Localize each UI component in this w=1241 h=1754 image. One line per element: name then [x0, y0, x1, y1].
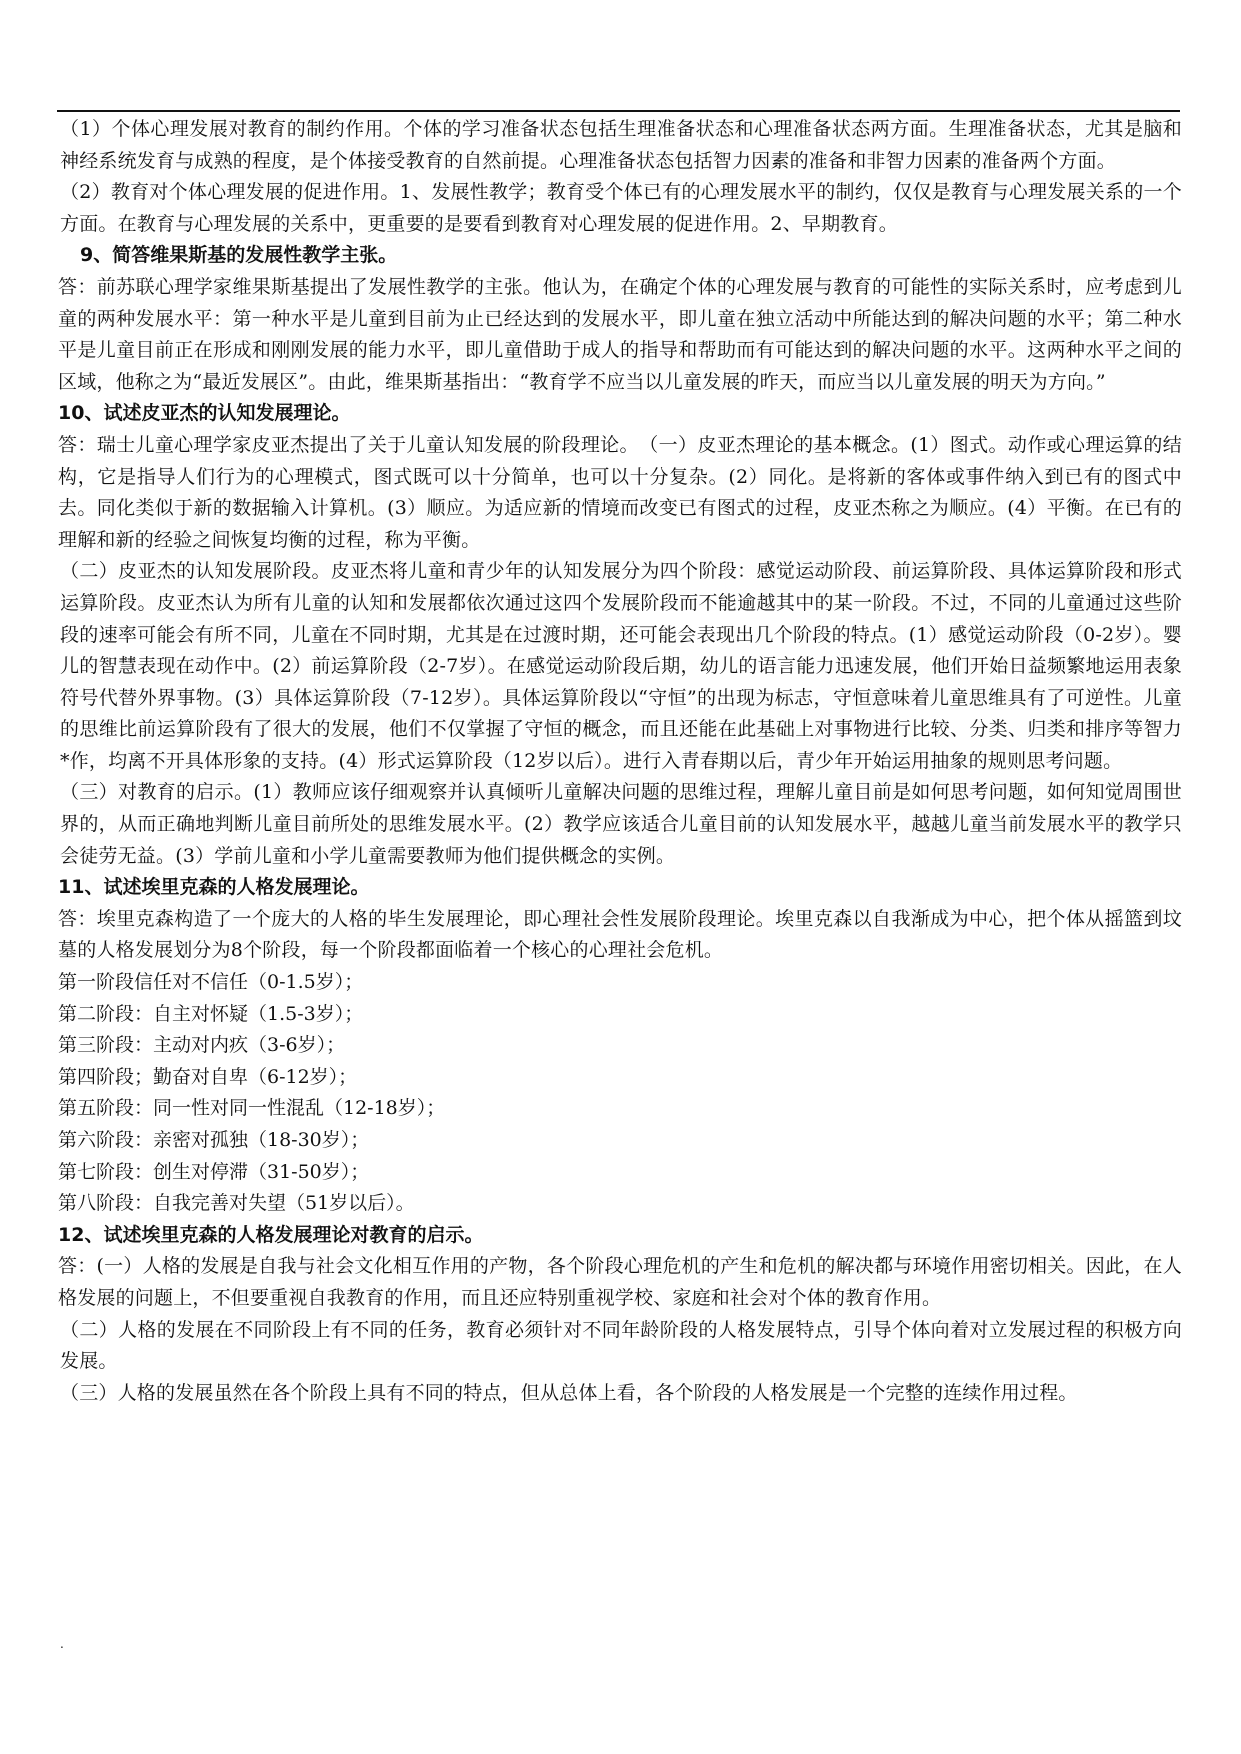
- q11-stage-8: 第八阶段：自我完善对失望（51岁以后）。: [58, 1192, 415, 1215]
- q12-paragraph-3: （三）人格的发展虽然在各个阶段上具有不同的特点，但从总体上看，各个阶段的人格发展是一个完整的连续作用过程。: [60, 1381, 1078, 1404]
- q11-answer: 答：埃里克森构造了一个庞大的人格的毕生发展理论，即心理社会性发展阶段理论。埃里克森以自我渐成为中心，把个体从摇篮到坟墓的人格发展划分为8个阶段，每一个阶段都面临着一个核心的心理社会危机。: [58, 907, 1182, 962]
- top-rule-divider: [57, 110, 1180, 112]
- q12-answer: 答：(一）人格的发展是自我与社会文化相互作用的产物，各个阶段心理危机的产生和危机的解决都与环境作用密切相关。因此，在人格发展的问题上，不但要重视自我教育的作用，而且还应特别重视学校、家庭和社会对个体的教育作用。: [58, 1255, 1182, 1309]
- q8-paragraph-1: （1）个体心理发展对教育的制约作用。个体的学习准备状态包括生理准备状态和心理准备状态两方面。生理准备状态，尤其是脑和神经系统发育与成熟的程度，是个体接受教育的自然前提。心理准备状态包括智力因素的准备和非智力因素的准备两个方面。: [60, 118, 1182, 172]
- q10-heading: 10、试述皮亚杰的认知发展理论。: [58, 402, 351, 425]
- q10-paragraph-2: （二）皮亚杰的认知发展阶段。皮亚杰将儿童和青少年的认知发展分为四个阶段：感觉运动阶段、前运算阶段、具体运算阶段和形式运算阶段。皮亚杰认为所有儿童的认知和发展都依次通过这四个发展阶段而不能逾越其中的某一阶段。不过，不同的儿童通过这些阶段的速率可能会有所不同，儿童在不同时期，尤其是在过渡时期，还可能会表现出几个阶段的特点。(1）感觉运动阶段（0-2岁）。婴儿的智慧表现在动作中。(2）前运算阶段（2-7岁）。在感觉运动阶段后期，幼儿的语言能力迅速发展，他们开始日益频繁地运用表象符号代替外界事物。(3）具体运算阶段（7-12岁）。具体运算阶段以“守恒”的出现为标志，守恒意味着儿童思维具有了可逆性。儿童的思维比前运算阶段有了很大的发展，他们不仅掌握了守恒的概念，而且还能在此基础上对事物进行比较、分类、归类和排序等智力*作，均离不开具体形象的支持。(4）形式运算阶段（12岁以后）。进行入青春期以后，青少年开始运用抽象的规则思考问题。: [60, 560, 1182, 772]
- q8-paragraph-2: （2）教育对个体心理发展的促进作用。1、发展性教学；教育受个体已有的心理发展水平的制约，仅仅是教育与心理发展关系的一个方面。在教育与心理发展的关系中，更重要的是要看到教育对心理发展的促进作用。2、早期教育。: [60, 181, 1182, 235]
- q11-stage-2: 第二阶段：自主对怀疑（1.5-3岁）；: [58, 1002, 364, 1025]
- q11-stage-7: 第七阶段：创生对停滞（31-50岁）；: [58, 1160, 370, 1183]
- q9-answer: 答：前苏联心理学家维果斯基提出了发展性教学的主张。他认为，在确定个体的心理发展与教育的可能性的实际关系时，应考虑到儿童的两种发展水平：第一种水平是儿童到目前为止已经达到的发展水平，即儿童在独立活动中所能达到的解决问题的水平；第二种水平是儿童目前正在形成和刚刚发展的能力水平，即儿童借助于成人的指导和帮助而有可能达到的解决问题的水平。这两种水平之间的区域，他称之为“最近发展区”。由此，维果斯基指出：“教育学不应当以儿童发展的昨天，而应当以儿童发展的明天为方向。”: [58, 275, 1182, 393]
- q10-paragraph-3: （三）对教育的启示。(1）教师应该仔细观察并认真倾听儿童解决问题的思维过程，理解儿童目前是如何思考问题，如何知觉周围世界的，从而正确地判断儿童目前所处的思维发展水平。(2）教学应该适合儿童目前的认知发展水平，越越儿童当前发展水平的教学只会徒劳无益。(3）学前儿童和小学儿童需要教师为他们提供概念的实例。: [60, 781, 1182, 867]
- q12-heading: 12、试述埃里克森的人格发展理论对教育的启示。: [58, 1223, 484, 1246]
- document-body: [58, 114, 1182, 1409]
- q11-heading: 11、试述埃里克森的人格发展理论。: [58, 876, 370, 899]
- q11-stage-4: 第四阶段；勤奋对自卑（6-12岁）；: [58, 1065, 358, 1088]
- q11-stage-3: 第三阶段：主动对内疚（3-6岁）；: [58, 1034, 346, 1057]
- q10-answer: 答：瑞士儿童心理学家皮亚杰提出了关于儿童认知发展的阶段理论。 （一）皮亚杰理论的基本概念。(1）图式。动作或心理运算的结构，它是指导人们行为的心理模式，图式既可以十分简单，也可以十分复杂。(2）同化。是将新的客体或事件纳入到已有的图式中去。同化类似于新的数据输入计算机。(3）顺应。为适应新的情境而改变已有图式的过程，皮亚杰称之为顺应。(4）平衡。在已有的理解和新的经验之间恢复均衡的过程，称为平衡。: [58, 433, 1182, 551]
- q11-stage-6: 第六阶段：亲密对孤独（18-30岁）；: [58, 1129, 370, 1151]
- q11-stage-1: 第一阶段信任对不信任（0-1.5岁）；: [58, 971, 364, 994]
- q12-paragraph-2: （二）人格的发展在不同阶段上有不同的任务，教育必须针对不同年龄阶段的人格发展特点，引导个体向着对立发展过程的积极方向发展。: [60, 1318, 1182, 1373]
- q11-stage-5: 第五阶段：同一性对同一性混乱（12-18岁）；: [58, 1097, 446, 1120]
- footer-dot: .: [60, 1637, 64, 1651]
- q9-heading: 9、简答维果斯基的发展性教学主张。: [80, 244, 398, 267]
